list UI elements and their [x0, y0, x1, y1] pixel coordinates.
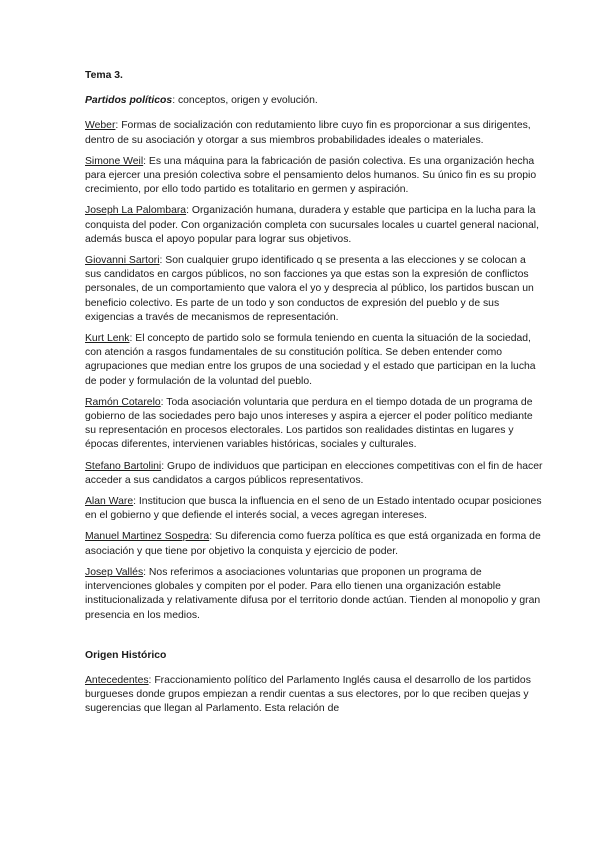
definition-text: : Institucion que busca la influencia en el seno de un Estado intentado ocupar posiciones en el gobierno y que defiende el interés social, a veces agregan intereses.: [85, 496, 542, 522]
definition-bartolini: [85, 460, 543, 488]
definition-text: : Es una máquina para la fabricación de pasión colectiva. Es una organización hecha para ejercer una presión colectiva sobre el pensamiento delos humanos. Su único fin es su propio crecimiento, por ello todo partido es totalitario en germen y aspiración.: [85, 155, 537, 196]
definition-author: Manuel Martinez Sospedra: [85, 531, 210, 543]
document-subtitle: [85, 94, 543, 108]
definitions-list: [85, 119, 543, 622]
definition-la-palombara: [85, 204, 543, 247]
definition-text: : Formas de socialización con redutamiento libre cuyo fin es proporcionar a sus dirigentes, dentro de su asociación y otorgar a sus miembros probabilidades ideales o materiales.: [85, 120, 531, 146]
definition-author: Ramón Cotarelo: [85, 396, 161, 408]
subtitle-term: Partidos políticos: [85, 95, 173, 107]
definition-author: Simone Weil: [85, 155, 144, 167]
definition-alan-ware: [85, 495, 543, 523]
definition-author: Kurt Lenk: [85, 333, 130, 345]
origin-antecedentes: [85, 674, 543, 717]
definition-author: Alan Ware: [85, 496, 134, 508]
definition-author: Joseph La Palombara: [85, 205, 187, 217]
subtitle-rest: : conceptos, origen y evolución.: [172, 95, 318, 107]
definition-author: Stefano Bartolini: [85, 460, 162, 472]
definition-author: Josep Vallés: [85, 566, 144, 578]
definition-kurt-lenk: [85, 332, 543, 389]
definition-simone-weil: [85, 155, 543, 198]
definition-author: Weber: [85, 120, 116, 132]
definition-text: : Organización humana, duradera y estable que participa en la lucha para la conquista del poder. Con organización completa con sucursales locales u cuartel general nacional, además busca el apoyo popular para lograr sus objetivos.: [85, 205, 540, 245]
definition-martinez-sospedra: [85, 530, 543, 558]
definition-author: Giovanni Sartori: [85, 255, 160, 267]
definition-text: : Son cualquier grupo identificado q se presenta a las elecciones y se colocan a sus candidatos en cargos públicos, no son facciones ya que estas son la expresión de conflictos personales, de un comportamiento que valora el yo y desprecia al público, los partidos buscan un beneficio colectivo. Es parte de un todo y son conductos de expresión del pueblo y de sus exigencias a través de mecanismos de representación.: [85, 255, 534, 323]
origin-text: : Fraccionamiento político del Parlamento Inglés causa el desarrollo de los partidos burgueses donde grupos empiezan a rendir cuentas a sus electores, por lo que reciben quejas y sugerencias que llegan al Parlamento. Esta relación de: [85, 674, 531, 715]
definition-valles: [85, 566, 543, 623]
definition-cotarelo: [85, 396, 543, 453]
definition-weber: [85, 119, 543, 147]
definition-text: : Su diferencia como fuerza política es que está organizada en forma de asociación y que tiene por objetivo la conquista y ejercicio de poder.: [85, 531, 541, 557]
topic-heading: Tema 3.: [85, 70, 123, 81]
definition-text: : Toda asociación voluntaria que perdura en el tiempo dotada de un programa de gobierno de las sociedades pero bajo unos intereses y aspira a ejercer el poder político mediante su representación en procesos electorales. Los partidos son realidades distintas en lugares y épocas diferentes, intervienen variables históricas, sociales y culturales.: [85, 396, 533, 451]
definition-sartori: [85, 254, 543, 325]
definition-text: : Nos referimos a asociaciones voluntarias que proponen un programa de intervenciones globales y compiten por el poder. Para ello tienen una organización estable institucionalizada y relativamente difusa por el territorio donde actúan. Tienden al monopolio y gran presencia en los medios.: [85, 566, 541, 621]
section-heading: Origen Histórico: [85, 649, 167, 661]
definition-text: : Grupo de individuos que participan en elecciones competitivas con el fin de hacer acceder a sus candidatos a cargos públicos representativos.: [85, 460, 543, 486]
origin-label: Antecedentes: [85, 674, 149, 686]
definition-text: : El concepto de partido solo se formula teniendo en cuenta la situación de la sociedad, con atención a rasgos fundamentales de su constitución política. Se deben entender como agrupaciones que median entre los grupos de una sociedad y el estado que participan en la lucha de poder y formulación de la voluntad del pueblo.: [85, 333, 536, 387]
